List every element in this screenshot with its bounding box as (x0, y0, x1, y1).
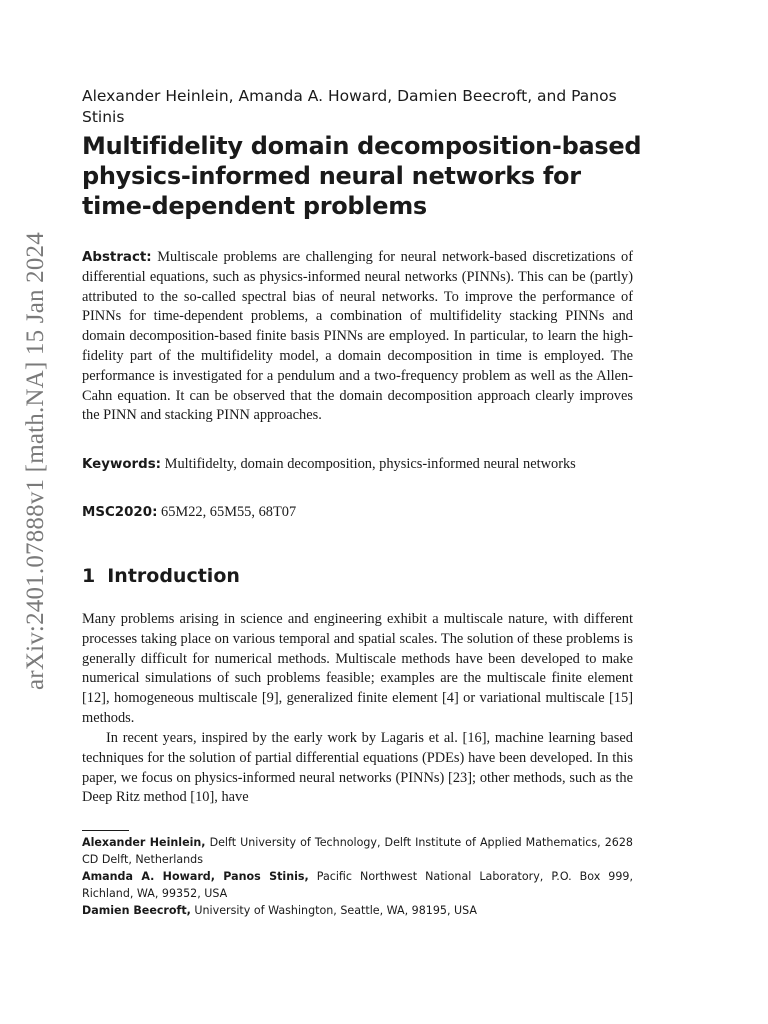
paper-title: Multifidelity domain decomposition-based physics-informed neural networks for time-dependent problems (82, 132, 642, 220)
msc-text: 65M22, 65M55, 68T07 (161, 504, 297, 520)
footnote-affiliation-text: University of Washington, Seattle, WA, 98195, USA (194, 904, 477, 917)
section-title: Introduction (107, 565, 240, 587)
intro-paragraph-1: Many problems arising in science and engineering exhibit a multiscale nature, with different processes taking place on various temporal and spatial scales. The solution of these problems is generally difficult for numerical methods. Multiscale methods have been developed to make numerical simulations of such problems feasible; examples are the multiscale finite element [12], homogeneous multiscale [9], generalized finite element [4] or variational multiscale [15] methods. (82, 611, 633, 726)
footnote-author-name: Damien Beecroft, (82, 904, 191, 917)
footnote-affiliation-text: Delft University of Technology, Delft Institute of Applied Mathematics, 2628 CD Delft, Netherlands (82, 836, 633, 866)
footnote-author-name: Alexander Heinlein, (82, 836, 206, 849)
abstract-text: Multiscale problems are challenging for neural network-based discretizations of differential equations, such as physics-informed neural networks (PINNs). This can be (partly) attributed to the so-called spectral bias of neural networks. To improve the performance of PINNs for time-dependent problems, a combination of multifidelity stacking PINNs and domain decomposition-based finite basis PINNs are employed. In particular, to learn the high-fidelity part of the multifidelity model, a domain decomposition in time is employed. The performance is investigated for a pendulum and a two-frequency problem as well as the Allen-Cahn equation. It can be observed that the domain decomposition approach clearly improves the PINN and stacking PINN approaches. (82, 249, 633, 424)
footnote-affiliation (82, 902, 633, 919)
section-number: 1 (82, 565, 96, 587)
author-list: Alexander Heinlein, Amanda A. Howard, Damien Beecroft, and Panos Stinis (82, 87, 617, 126)
footnote-affiliation (82, 834, 633, 868)
keywords (82, 455, 633, 475)
msc-label: MSC2020: (82, 505, 158, 520)
footnote-rule (82, 830, 129, 831)
footnotes (82, 834, 633, 919)
msc-classification (82, 503, 633, 523)
footnote-affiliation-text: Pacific Northwest National Laboratory, P.O. Box 999, Richland, WA, 99352, USA (82, 870, 633, 900)
intro-paragraph-2: In recent years, inspired by the early work by Lagaris et al. [16], machine learning based techniques for the solution of partial differential equations (PDEs) have been developed. In this paper, we focus on physics-informed neural networks (PINNs) [23]; other methods, such as the Deep Ritz method [10], have (82, 730, 633, 806)
abstract-label: Abstract: (82, 250, 152, 265)
abstract (82, 248, 633, 426)
arxiv-identifier-stamp: arXiv:2401.07888v1 [math.NA] 15 Jan 2024 (22, 232, 49, 690)
footnote-affiliation (82, 868, 633, 902)
keywords-text: Multifidelty, domain decomposition, physics-informed neural networks (164, 456, 576, 472)
footnote-author-name: Amanda A. Howard, Panos Stinis, (82, 870, 309, 883)
section-heading-introduction (82, 565, 240, 587)
keywords-label: Keywords: (82, 457, 162, 472)
